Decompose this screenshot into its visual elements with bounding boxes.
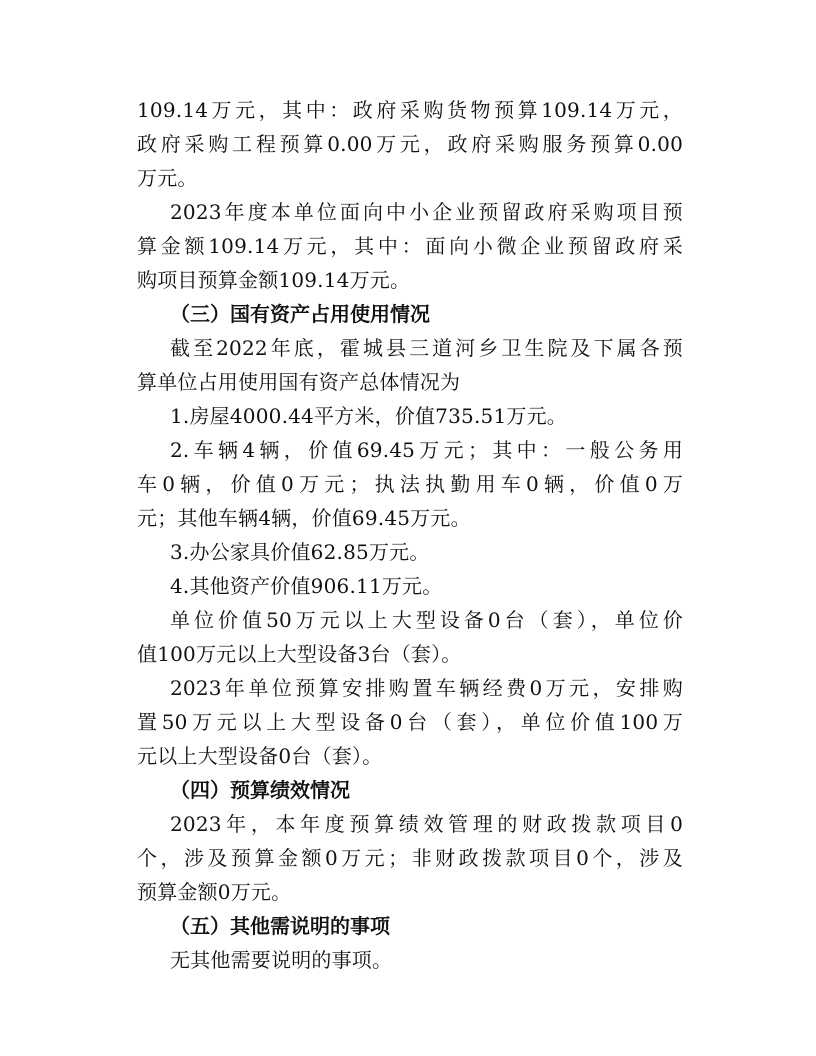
procurement-line-3: 万元。: [137, 166, 198, 190]
performance-line-3: 预算金额0万元。: [137, 880, 292, 904]
section4-heading: （四）预算绩效情况: [170, 778, 350, 802]
assets-item-2-line-2: 车0辆，价值0万元；执法执勤用车0辆，价值0万: [137, 472, 683, 496]
assets-item-2-line-3: 元；其他车辆4辆，价值69.45万元。: [137, 506, 471, 530]
section3-heading: （三）国有资产占用使用情况: [170, 302, 430, 326]
performance-line-1: 2023年，本年度预算绩效管理的财政拨款项目0: [170, 812, 683, 836]
performance-line-2: 个，涉及预算金额0万元；非财政拨款项目0个，涉及: [137, 846, 683, 870]
purchase-plan-line-2: 置50万元以上大型设备0台（套），单位价值100万: [137, 710, 683, 734]
section5-heading: （五）其他需说明的事项: [170, 914, 390, 938]
sme-line-1: 2023年度本单位面向中小企业预留政府采购项目预: [170, 200, 683, 224]
procurement-line-1: 109.14万元，其中：政府采购货物预算109.14万元，: [137, 98, 683, 122]
equipment-line-1: 单位价值50万元以上大型设备0台（套），单位价: [170, 608, 683, 632]
assets-intro-line-2: 算单位占用使用国有资产总体情况为: [137, 370, 461, 394]
procurement-line-2: 政府采购工程预算0.00万元，政府采购服务预算0.00: [137, 132, 683, 156]
assets-item-3: 3.办公家具价值62.85万元。: [170, 540, 430, 564]
assets-item-1: 1.房屋4000.44平方米，价值735.51万元。: [170, 404, 567, 428]
sme-line-3: 购项目预算金额109.14万元。: [137, 268, 411, 292]
assets-item-2-line-1: 2.车辆4辆，价值69.45万元；其中：一般公务用: [170, 438, 683, 462]
assets-item-4: 4.其他资产价值906.11万元。: [170, 574, 443, 598]
sme-line-2: 算金额109.14万元，其中：面向小微企业预留政府采: [137, 234, 683, 258]
purchase-plan-line-1: 2023年单位预算安排购置车辆经费0万元，安排购: [170, 676, 683, 700]
assets-intro-line-1: 截至2022年底，霍城县三道河乡卫生院及下属各预: [170, 336, 683, 360]
other-matters-text: 无其他需要说明的事项。: [170, 948, 393, 972]
equipment-line-2: 值100万元以上大型设备3台（套）。: [137, 642, 462, 666]
purchase-plan-line-3: 元以上大型设备0台（套）。: [137, 744, 383, 768]
